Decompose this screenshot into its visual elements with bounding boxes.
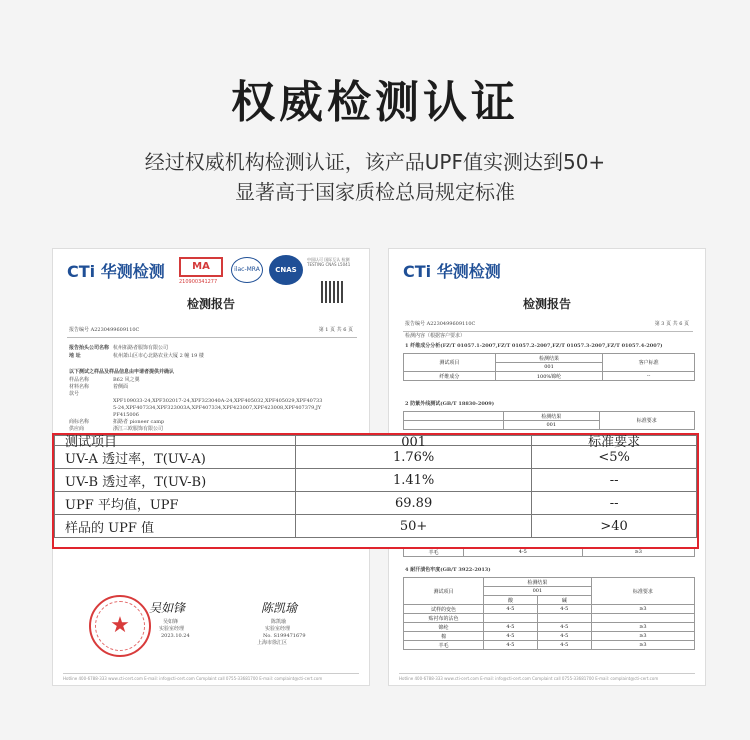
- trademark-label: 商标名称: [69, 419, 90, 425]
- table-cell: [591, 614, 694, 623]
- report-page: 第 3 页 共 6 页: [654, 321, 689, 327]
- signer-2-number: No. S199471679: [263, 633, 306, 639]
- ma-logo: MA: [179, 257, 223, 277]
- model-label: 款号: [69, 391, 80, 397]
- section-4-title: 4 耐汗渍色牢度(GB/T 3922-2013): [405, 567, 491, 573]
- table-cell: [537, 614, 591, 623]
- table-cell: 001: [484, 587, 592, 596]
- signer-2-role: 实验室经理: [265, 626, 291, 632]
- table-row: [55, 492, 697, 515]
- client-label: 报告抬头公司名称: [69, 345, 110, 351]
- table-cell: 4-5: [484, 623, 538, 632]
- table-header: 测试项目: [404, 354, 496, 372]
- table-cell: 4-5: [464, 548, 583, 557]
- signature-2: 陈凯瑜: [261, 601, 298, 615]
- table-cell: 69.89: [296, 492, 532, 515]
- cti-logo: CTi 华测检测: [67, 262, 165, 281]
- table-cell: 样品的 UPF 值: [55, 515, 296, 538]
- table-cell: <5%: [532, 446, 697, 469]
- company-address: 上海市徐汇区: [257, 640, 288, 646]
- signer-2-name: 陈凯瑜: [271, 619, 287, 625]
- table-cell: 锦纶: [404, 623, 484, 632]
- table-cell: 试样的变色: [404, 605, 484, 614]
- table-cell: [484, 614, 538, 623]
- table-header: 检测结果: [495, 354, 602, 363]
- cnas-logo: CNAS: [269, 255, 303, 285]
- table-row: [55, 436, 697, 446]
- table-cell: --: [532, 492, 697, 515]
- table-cell: 贴衬布的沾色: [404, 614, 484, 623]
- table-cell: 4-5: [537, 605, 591, 614]
- table-cell: UV-A 透过率，T(UV-A): [55, 446, 296, 469]
- table-cell: 棉: [404, 632, 484, 641]
- table-cell: 羊毛: [404, 548, 464, 557]
- report-date: 2023.10.24: [161, 633, 190, 639]
- report-page: 第 1 页 共 6 页: [318, 327, 353, 333]
- cnas-note: 中国认可 国际互认 检测 TESTING CNAS L5041: [307, 257, 351, 267]
- sample-name: B62 风之翼: [113, 377, 140, 383]
- table-cell: 001: [495, 363, 602, 372]
- perspiration-table: [403, 577, 695, 650]
- model-line-2: 5-24,XPF407334,XPF323003A,XPF407334,XPF423007,XPF423008,XPF407379,JY: [113, 405, 322, 411]
- table-cell: 1.41%: [296, 469, 532, 492]
- fiber-table: [403, 353, 695, 381]
- supplier-label: 供应商: [69, 426, 85, 432]
- table-cell: 001: [504, 421, 600, 430]
- ilac-logo: ilac-MRA: [231, 257, 263, 283]
- table-cell: 测试项目: [55, 436, 296, 446]
- table-cell: 碱: [537, 596, 591, 605]
- signer-1-name: 吴如锋: [163, 619, 179, 625]
- report-number: 报告编号 A2230499609110C: [69, 327, 140, 333]
- table-cell: ≥3: [591, 632, 694, 641]
- table-cell: ≥3: [582, 548, 694, 557]
- table-cell: 4-5: [484, 605, 538, 614]
- table-cell: UV-B 透过率，T(UV-B): [55, 469, 296, 492]
- table-cell: 4-5: [484, 632, 538, 641]
- trademark: 拓路者 pioneer camp: [113, 419, 165, 425]
- section-1-title: 1 纤维成分分析(FZ/T 01057.1-2007,FZ/T 01057.2-2007,FZ/T 01057.3-2007,FZ/T 01057.4-2007): [405, 343, 663, 349]
- report-footer: Hotline 400-6788-333 www.cti-cert.com E-mail: info@cti-cert.com Complaint call 0755-33681700 E-mail: complaint@cti-cert.com: [63, 673, 359, 681]
- table-header: 检测结果: [484, 578, 592, 587]
- uv-results-highlight: [52, 433, 699, 549]
- table-row: [55, 515, 697, 538]
- table-cell: >40: [532, 515, 697, 538]
- table-cell: 纤维成分: [404, 372, 496, 381]
- client-name: 杭州拓路者服饰有限公司: [113, 345, 169, 351]
- table-header: 标准要求: [591, 578, 694, 605]
- signature-1: 吴如锋: [149, 601, 186, 615]
- table-cell: 标准要求: [532, 436, 697, 446]
- table-cell: 4-5: [537, 632, 591, 641]
- table-header: 标准要求: [599, 412, 695, 430]
- table-cell: 4-5: [537, 623, 591, 632]
- cti-logo: CTi 华测检测: [403, 262, 501, 281]
- sample-name-label: 样品名称: [69, 377, 90, 383]
- report-number: 报告编号 A2230499609110C: [405, 321, 476, 327]
- subtitle-line-2: 显著高于国家质检总局规定标准: [235, 180, 515, 204]
- report-title: 检测报告: [186, 297, 235, 311]
- table-cell: ≥3: [591, 623, 694, 632]
- address: 杭州萧山区市心北路农业大厦 2 幢 19 楼: [113, 353, 204, 359]
- table-cell: 50+: [296, 515, 532, 538]
- model-line-1: XPF109033-24,XPF302017-24,XPF323040A-24,XPF405032,XPF405029,XPF40733: [113, 398, 323, 404]
- model-line-3: PF415006: [113, 412, 139, 418]
- test-scope: 检测内容（根据客户要求）: [405, 333, 466, 339]
- sample-note: 以下测试之样品及样品信息由申请者提供并确认: [69, 369, 175, 375]
- table-cell: 100%锦纶: [495, 372, 602, 381]
- table-header: 测试项目: [404, 578, 484, 605]
- table-cell: --: [532, 469, 697, 492]
- section-2-title: 2 防紫外线测试(GB/T 18830-2009): [405, 401, 495, 407]
- table-cell: 4-5: [537, 641, 591, 650]
- table-header: 检测结果: [504, 412, 600, 421]
- table-cell: 4-5: [484, 641, 538, 650]
- table-cell: 001: [296, 436, 532, 446]
- report-footer: Hotline 400-6788-333 www.cti-cert.com E-mail: info@cti-cert.com Complaint call 0755-33681700 E-mail: complaint@cti-cert.com: [399, 673, 695, 681]
- table-cell: --: [603, 372, 695, 381]
- table-row: [55, 469, 697, 492]
- table-cell: 酸: [484, 596, 538, 605]
- supplier: 浙江三欧服饰有限公司: [113, 426, 164, 432]
- page-title: 权威检测认证: [231, 77, 519, 128]
- subtitle-line-1: 经过权威机构检测认证，该产品UPF值实测达到50+: [144, 150, 606, 174]
- uv-results-table: [54, 435, 697, 538]
- material-label: 材料名称: [69, 384, 90, 390]
- table-cell: 羊毛: [404, 641, 484, 650]
- signer-1-role: 实验室经理: [159, 626, 185, 632]
- table-cell: ≥3: [591, 641, 694, 650]
- table-header: 客户标准: [603, 354, 695, 372]
- ma-number: 210900341277: [179, 279, 218, 285]
- official-stamp: ★: [89, 595, 151, 657]
- report-title: 检测报告: [522, 297, 571, 311]
- address-label: 地 址: [69, 353, 81, 359]
- table-cell: UPF 平均值，UPF: [55, 492, 296, 515]
- uv-table-header: [403, 411, 695, 430]
- table-cell: ≥3: [591, 605, 694, 614]
- table-cell: 1.76%: [296, 446, 532, 469]
- material: 着侧面: [113, 384, 129, 390]
